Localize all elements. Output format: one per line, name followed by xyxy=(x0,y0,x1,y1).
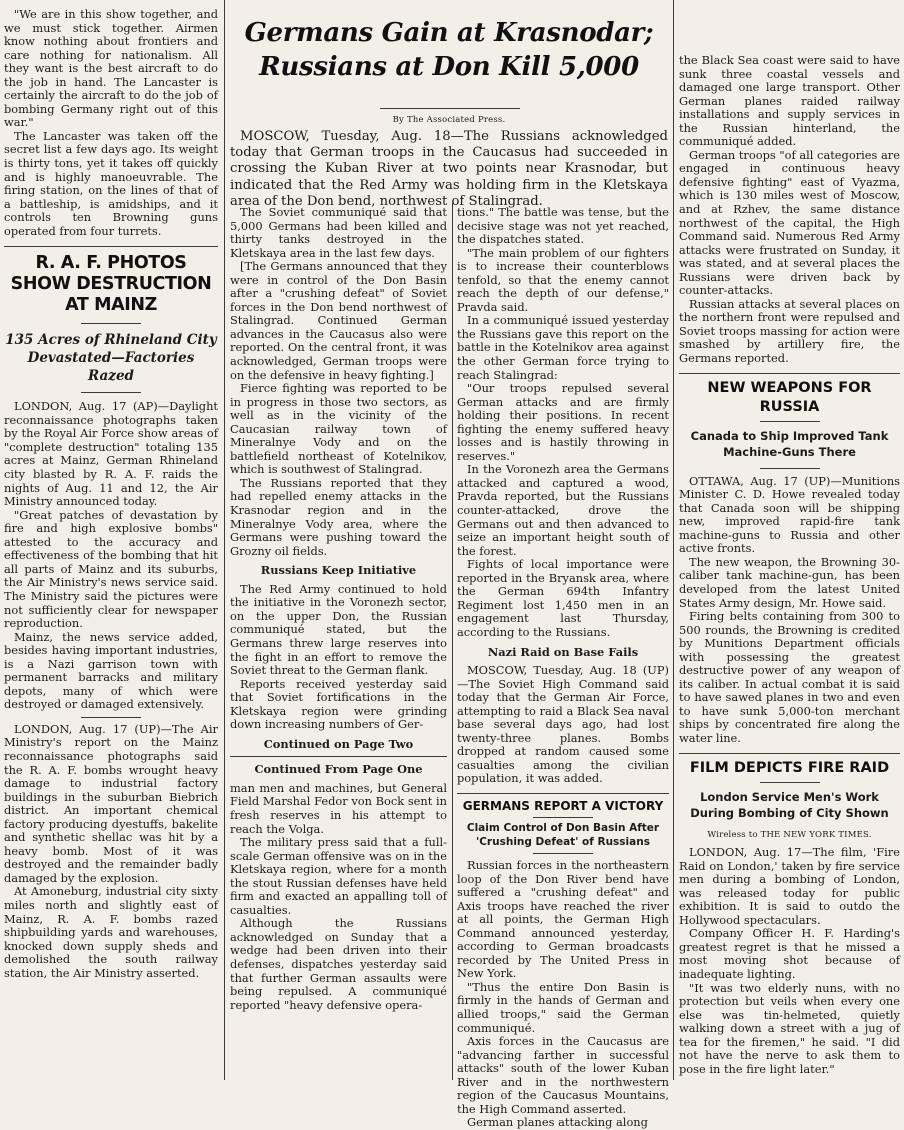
lancaster-story xyxy=(4,8,218,238)
victory-deck: Claim Control of Don Basin After 'Crushing Defeat' of Russians xyxy=(466,821,660,848)
credit-line xyxy=(228,112,670,126)
section-rule xyxy=(679,753,900,754)
paragraph: The military press said that a full-scale German offensive was on in the Kletskaya region, where for a month the stout Russian defenses have held firm and exacted an appalling toll of casualties. xyxy=(230,835,447,917)
paragraph: In a communiqué issued yesterday the Russians gave this report on the battle in the Kotelnikov area against the other German force trying to reach Stalingrad: xyxy=(457,313,669,382)
column-3 xyxy=(457,205,669,1130)
paragraph: MOSCOW, Tuesday, Aug. 18—The Russians acknowledged today that German troops in the Caucasus had succeeded in crossing the Kuban River at two points near Krasnodar, but indicated that the Red Army was holding firm in the Kletskaya area of the Don bend, northwest of Stalingrad. xyxy=(230,129,668,209)
subhead: Nazi Raid on Base Fails xyxy=(487,644,639,659)
paragraph: Firing belts containing from 300 to 500 rounds, the Browning is credited by Munitions Department officials with possessing the greatest destructive power of any weapon of its caliber. In actual combat it is said to have sawed planes in two and even to have sunk 5,000-ton merchant ships by concentrated fire along the water line. xyxy=(679,609,900,745)
lead-paragraph xyxy=(230,129,668,209)
section-rule xyxy=(679,373,900,374)
paragraph: "We are in this show together, and we must stick together. Airmen know nothing about frontiers and care nothing for nationalism. All they want is the best aircraft to do the job in hand. The Lancaster is certainly the aircraft to do the job of bombing Germany right out of this war." xyxy=(4,7,218,130)
film-headline: FILM DEPICTS FIRE RAID xyxy=(689,759,890,776)
ap-credit: By The Associated Press. xyxy=(392,115,506,125)
paragraph: "Our troops repulsed several German attacks and are firmly holding their positions. In recent fighting the enemy suffered heavy losses and is hastily throwing in reserves." xyxy=(457,381,669,463)
paragraph: Russian forces in the northeastern loop of the Don River bend have suffered a "crushing defeat" and Axis troops have reached the river at all points, the German High Command announced yesterday, according to German broadcasts recorded by The United Press in New York. xyxy=(457,857,669,981)
paragraph: German planes attacking along xyxy=(467,1115,648,1130)
paragraph: tions." The battle was tense, but the decisive stage was not yet reached, the dispatches stated. xyxy=(457,205,669,247)
paragraph: LONDON, Aug. 17—The film, 'Fire Raid on London,' taken by fire service men during a bombing of London, was released today for public exhibition. It is said to outdo the Hollywood spectaculars. xyxy=(679,845,900,927)
raf-headline: R. A. F. PHOTOS SHOW DESTRUCTION AT MAINZ xyxy=(10,253,212,316)
paragraph: Mainz, the news service added, besides having important industries, is a Nazi garrison town with permanent barracks and military depots, many of which were destroyed or damaged extensively. xyxy=(4,629,218,712)
divider xyxy=(81,717,141,718)
paragraph: "The main problem of our fighters is to increase their counterblows tenfold, so that the enemy cannot reach the depth of our defense," Pravda said. xyxy=(457,245,669,314)
paragraph: LONDON, Aug. 17 (AP)—Daylight reconnaissance photographs taken by the Royal Air Force show areas of "complete destruction" totaling 135 acres at Mainz, German Rhineland city blasted by R. A. F. raids the nights of Aug. 11 and 12, the Air Ministry announced today. xyxy=(4,399,218,509)
paragraph: German troops "of all categories are engaged in continuous heavy defensive fighting" east of Vyazma, which is 130 miles west of Moscow, and at Rzhev, the same distance northwest of the capital, the High Command said. Numerous Red Army attacks were frustrated on Sunday, it was stated, and at several places the Russians were driven back by counter-attacks. xyxy=(679,147,900,298)
headline-rule xyxy=(380,108,520,109)
continued-from-line: Continued From Page One xyxy=(254,762,423,777)
paragraph: OTTAWA, Aug. 17 (UP)—Munitions Minister C. D. Howe revealed today that Canada soon will be shipping new, improved rapid-fire tank machine-guns to Russia and other active fronts. xyxy=(679,473,900,556)
paragraph: man men and machines, but General Field Marshal Fedor von Bock sent in fresh reserves in his attempt to reach the Volga. xyxy=(230,780,447,836)
divider xyxy=(533,853,593,854)
section-rule xyxy=(457,793,669,794)
film-deck: London Service Men's Work During Bombing of City Shown xyxy=(690,789,889,820)
weapons-headline: NEW WEAPONS FOR RUSSIA xyxy=(707,379,872,415)
divider xyxy=(760,468,820,469)
paragraph: LONDON, Aug. 17 (UP)—The Air Ministry's report on the Mainz reconnaissance photographs said the R. A. F. bombs wrought heavy damage to industrial factory buildings in the suburban Biebrich district. An important chemical factory producing dyestuffs, bakelite and synthetic shellac was hit by a heavy bomb. Most of it was destroyed and the remainder badly damaged by the explosion. xyxy=(4,721,218,885)
paragraph: Company Officer H. F. Harding's greatest regret is that he missed a most moving shot because of inadequate lighting. xyxy=(679,926,900,981)
paragraph: the Black Sea coast were said to have sunk three coastal vessels and damaged one large transport. Other German planes raided railway installations and supply services in the Russian hinterland, the communiqué added. xyxy=(679,53,900,149)
paragraph: MOSCOW, Tuesday, Aug. 18 (UP)—The Soviet High Command said today that the German Air Force, attempting to raid a Black Sea naval base several days ago, had lost twenty-three planes. Bombs dropped at random caused some casualties among the civilian population, it was added. xyxy=(457,663,669,786)
paragraph: The Lancaster was taken off the secret list a few days ago. Its weight is thirty tons, yet it takes off quickly and is highly manoeuvrable. The firing station, on the lines of that of a battleship, is amidships, and it controls ten Browning guns operated from four turrets. xyxy=(4,128,218,238)
paragraph: The Red Army continued to hold the initiative in the Voronezh sector, on the upper Don, the Russian communiqué stated, but the Germans threw large reserves into the fight in an effort to remove the Soviet threat to the German flank. xyxy=(230,581,447,678)
paragraph: Axis forces in the Caucasus are "advancing farther in successful attacks" south of the lower Kuban River and in the northwestern region of the Caucasus Mountains, the High Command asserted. xyxy=(457,1034,669,1116)
divider xyxy=(760,782,820,783)
paragraph: The new weapon, the Browning 30-caliber tank machine-gun, has been developed from the latest United States Army design, Mr. Howe said. xyxy=(679,554,900,610)
paragraph: At Amoneburg, industrial city sixty miles north and slightly east of Mainz, R. A. F. bombs razed shipbuilding yards and warehouses, knocked down supply sheds and demolished the south railway station, the Air Ministry asserted. xyxy=(4,884,218,980)
column-2 xyxy=(230,206,447,1078)
paragraph: Fights of local importance were reported in the Bryansk area, where the German 694th Infantry Regiment lost 1,450 men in an engagement last Thursday, according to the Russians. xyxy=(457,557,669,639)
column-4 xyxy=(679,54,900,1078)
weapons-deck: Canada to Ship Improved Tank Machine-Guns There xyxy=(690,428,889,459)
paragraph: In the Voronezh area the Germans attacked and captured a wood, Pravda reported, but the Russians counter-attacked, drove the Germans out and then advanced to seize an important height south of the forest. xyxy=(457,462,669,558)
divider xyxy=(81,392,141,393)
raf-deck: 135 Acres of Rhineland City Devastated—Factories Razed xyxy=(5,332,217,385)
column-1 xyxy=(4,8,218,1078)
main-headline: Germans Gain at Krasnodar; Russians at Don Kill 5,000 xyxy=(244,18,654,82)
victory-headline: GERMANS REPORT A VICTORY xyxy=(462,798,664,813)
divider xyxy=(760,421,820,422)
column-rule xyxy=(452,203,453,1080)
section-rule xyxy=(230,756,447,757)
paragraph: The Russians reported that they had repelled enemy attacks in the Krasnodar region and in the Mineralnye Vody area, where the Germans were pushing toward the Grozny oil fields. xyxy=(230,475,447,558)
paragraph: "Great patches of devastation by fire and high explosive bombs" attested to the accuracy and effectiveness of the bombing that hit all parts of Mainz and its suburbs, the Air Ministry's news service said. The Ministry said the pictures were not sufficiently clear for newspaper reproduction. xyxy=(4,507,218,631)
section-rule xyxy=(4,246,218,247)
continued-on-line: Continued on Page Two xyxy=(263,736,414,751)
column-rule xyxy=(673,0,674,1080)
paragraph: Russian attacks at several places on the northern front were repulsed and Soviet troops massing for action were smashed by artillery fire, the Germans reported. xyxy=(679,296,900,366)
paragraph: "It was two elderly nuns, with no protection but veils when every one else was tin-helmeted, quietly walking down a street with a jug of tea for the firemen," he said. "I did not have the nerve to ask them to pose in the fire light later." xyxy=(679,980,900,1076)
subhead: Russians Keep Initiative xyxy=(260,563,417,578)
film-credit: Wireless to THE NEW YORK TIMES. xyxy=(707,829,872,840)
divider xyxy=(81,323,141,324)
paragraph: "Thus the entire Don Basin is firmly in the hands of German and allied troops," said the German communiqué. xyxy=(457,979,669,1035)
paragraph: Reports received yesterday said that Soviet fortifications in the Kletskaya region were grinding down increasing numbers of Ger- xyxy=(230,676,447,732)
column-rule xyxy=(224,0,225,1080)
divider xyxy=(533,817,593,818)
paragraph: [The Germans announced that they were in control of the Don Basin after a "crushing defeat" of Soviet forces in the Don bend northwest of Stalingrad. Continued German advances in the Caucasus also were reported. On the central front, it was acknowledged, German troops were on the defensive in heavy fighting.] xyxy=(230,259,447,382)
paragraph: Although the Russians acknowledged on Sunday that a wedge had been driven into their defenses, dispatches yesterday said that further German assaults were being repulsed. A communiqué reported "heavy defensive opera- xyxy=(230,916,447,1012)
paragraph: Fierce fighting was reported to be in progress in those two sectors, as well as in the vicinity of the Caucasian railway town of Mineralnye Vody and on the battlefield northeast of Kotelnikov, which is southwest of Stalingrad. xyxy=(230,381,447,477)
paragraph: The Soviet communiqué said that 5,000 Germans had been killed and thirty tanks destroyed in the Kletskaya area in the last few days. xyxy=(230,205,447,260)
